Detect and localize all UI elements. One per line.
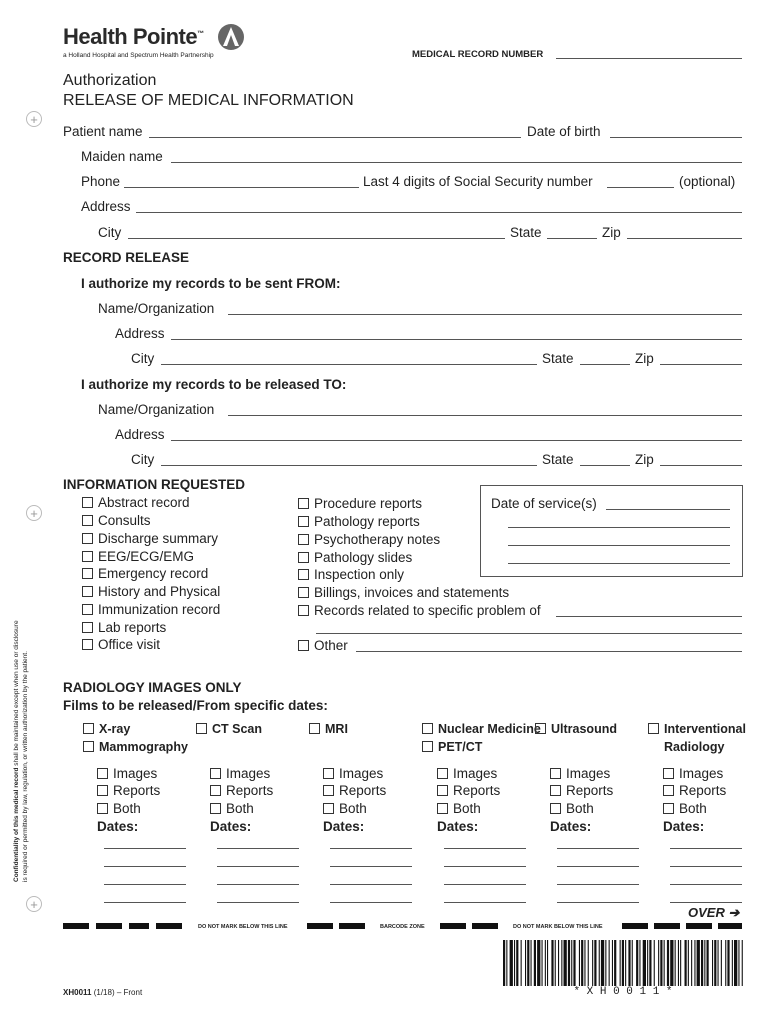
radiology-option[interactable]: Images <box>210 766 270 781</box>
other-field[interactable] <box>356 651 742 652</box>
dates-label: Dates: <box>323 819 365 834</box>
dates-label: Dates: <box>437 819 479 834</box>
date-field[interactable] <box>557 902 639 903</box>
radiology-option[interactable]: Images <box>437 766 497 781</box>
barcode-bar <box>675 940 676 986</box>
barcode-text: * X H 0 0 1 1 * <box>573 986 673 998</box>
radiology-option[interactable]: Reports <box>323 783 386 798</box>
checkbox[interactable] <box>82 586 93 597</box>
barcode-bar <box>685 940 687 986</box>
checkbox[interactable] <box>298 534 309 545</box>
radiology-option[interactable]: Images <box>97 766 157 781</box>
barcode-bar <box>614 940 616 986</box>
checkbox[interactable] <box>648 723 659 734</box>
radiology-option[interactable]: Both <box>550 801 594 816</box>
title-authorization: Authorization <box>63 72 157 89</box>
address-label: Address <box>81 199 131 214</box>
checkbox[interactable] <box>83 741 94 752</box>
barcode-bar <box>588 940 589 986</box>
to-city-field[interactable] <box>161 465 537 466</box>
date-field[interactable] <box>104 866 186 867</box>
radiology-option[interactable]: Both <box>663 801 707 816</box>
checkbox[interactable] <box>550 785 561 796</box>
phone-label: Phone <box>81 174 121 189</box>
barcode-bar <box>694 940 695 986</box>
barcode-bar <box>592 940 593 986</box>
from-address-label: Address <box>115 326 165 341</box>
barcode-bar <box>612 940 613 986</box>
barcode-bar <box>573 940 575 986</box>
barcode-bar <box>561 940 562 986</box>
barcode-bar <box>534 940 536 986</box>
checkbox[interactable] <box>210 768 221 779</box>
checkbox[interactable] <box>97 768 108 779</box>
checkbox[interactable] <box>298 552 309 563</box>
radiology-option[interactable]: Both <box>323 801 367 816</box>
radiology-subheading: Films to be released/From specific dates: <box>63 698 328 713</box>
no-mark-label: DO NOT MARK BELOW THIS LINE <box>198 924 288 930</box>
registration-mark: + <box>26 111 42 127</box>
radiology-type-line2: Radiology <box>664 740 725 754</box>
date-field[interactable] <box>330 884 412 885</box>
radiology-option[interactable]: Both <box>97 801 141 816</box>
checkbox[interactable] <box>82 604 93 615</box>
checkbox[interactable] <box>97 785 108 796</box>
barcode-bar <box>521 940 522 986</box>
mrn-label: MEDICAL RECORD NUMBER <box>412 49 544 60</box>
footer-bar <box>440 923 466 929</box>
footer-bar <box>686 923 712 929</box>
from-zip-label: Zip <box>635 351 654 366</box>
barcode-bar <box>680 940 681 986</box>
logo <box>63 24 204 50</box>
checkbox-item[interactable]: Office visit <box>82 637 160 652</box>
checkbox[interactable] <box>437 785 448 796</box>
confidentiality-note <box>12 582 36 882</box>
checkbox[interactable] <box>82 639 93 650</box>
date-field[interactable] <box>330 866 412 867</box>
date-field[interactable] <box>217 902 299 903</box>
to-state-label: State <box>542 452 574 467</box>
radiology-option[interactable]: Reports <box>97 783 160 798</box>
checkbox[interactable] <box>82 533 93 544</box>
date-of-service-field[interactable] <box>508 545 730 546</box>
barcode-bar <box>636 940 638 986</box>
barcode-bar <box>601 940 604 986</box>
barcode-bar <box>639 940 640 986</box>
radiology-option[interactable]: Images <box>550 766 610 781</box>
from-city-field[interactable] <box>161 364 537 365</box>
checkbox-item[interactable]: Pathology reports <box>298 514 420 529</box>
barcode-bar <box>643 940 646 986</box>
barcode-bar <box>664 940 665 986</box>
checkbox[interactable] <box>82 568 93 579</box>
barcode-bar <box>506 940 507 986</box>
checkbox-item[interactable]: Billings, invoices and statements <box>298 585 509 600</box>
radiology-option[interactable]: Both <box>210 801 254 816</box>
checkbox[interactable] <box>309 723 320 734</box>
from-state-field[interactable] <box>580 364 630 365</box>
barcode-bar <box>516 940 518 986</box>
checkbox[interactable] <box>535 723 546 734</box>
barcode-bar <box>584 940 585 986</box>
barcode-bar <box>697 940 700 986</box>
barcode-bar <box>547 940 548 986</box>
barcode-bar <box>609 940 610 986</box>
checkbox[interactable] <box>97 803 108 814</box>
radiology-type[interactable]: Mammography <box>83 740 188 754</box>
radiology-option[interactable]: Reports <box>663 783 726 798</box>
no-mark-label: DO NOT MARK BELOW THIS LINE <box>513 924 603 930</box>
patient-name-label: Patient name <box>63 124 143 139</box>
checkbox[interactable] <box>298 516 309 527</box>
date-field[interactable] <box>330 848 412 849</box>
footer-bar <box>622 923 648 929</box>
barcode-bar <box>620 940 621 986</box>
registration-mark: + <box>26 896 42 912</box>
barcode <box>503 940 743 986</box>
barcode-bar <box>622 940 624 986</box>
barcode-bar <box>625 940 626 986</box>
ssn-optional: (optional) <box>679 174 736 189</box>
checkbox-item[interactable]: Other <box>298 638 348 653</box>
radiology-option[interactable]: Images <box>663 766 723 781</box>
barcode-bar <box>721 940 722 986</box>
checkbox[interactable] <box>82 622 93 633</box>
barcode-bar <box>734 940 737 986</box>
date-field[interactable] <box>330 902 412 903</box>
date-field[interactable] <box>670 884 742 885</box>
barcode-zone-label: BARCODE ZONE <box>380 924 425 930</box>
confidentiality-rest: shall be maintained except when use or disclosure <box>13 620 20 768</box>
barcode-bar <box>537 940 540 986</box>
phone-field[interactable] <box>124 187 359 188</box>
maiden-name-label: Maiden name <box>81 149 163 164</box>
from-city-label: City <box>131 351 155 366</box>
checkbox[interactable] <box>323 785 334 796</box>
radiology-type[interactable]: CT Scan <box>196 722 262 736</box>
barcode-bar <box>725 940 726 986</box>
checkbox[interactable] <box>663 768 674 779</box>
checkbox-item[interactable]: Immunization record <box>82 602 220 617</box>
footer-bar <box>472 923 498 929</box>
checkbox-item[interactable]: Records related to specific problem of <box>298 603 541 618</box>
radiology-heading: RADIOLOGY IMAGES ONLY <box>63 680 242 695</box>
mrn-field[interactable] <box>556 58 742 59</box>
city-field[interactable] <box>128 238 505 239</box>
logo-tm: ™ <box>197 30 204 38</box>
date-field[interactable] <box>670 866 742 867</box>
patient-name-field[interactable] <box>149 137 521 138</box>
barcode-bar <box>581 940 583 986</box>
to-address-field[interactable] <box>171 440 742 441</box>
dob-label: Date of birth <box>527 124 601 139</box>
record-release-heading: RECORD RELEASE <box>63 250 190 265</box>
barcode-bar <box>542 940 543 986</box>
page-title: RELEASE OF MEDICAL INFORMATION <box>63 92 354 109</box>
from-state-label: State <box>542 351 574 366</box>
to-state-field[interactable] <box>580 465 630 466</box>
date-field[interactable] <box>217 848 299 849</box>
barcode-bar <box>545 940 546 986</box>
state-label: State <box>510 225 542 240</box>
barcode-bar <box>525 940 526 986</box>
checkbox[interactable] <box>298 498 309 509</box>
zip-field[interactable] <box>627 238 742 239</box>
barcode-bar <box>658 940 659 986</box>
radiology-type[interactable]: Ultrasound <box>535 722 617 736</box>
checkbox-item[interactable]: Emergency record <box>82 566 208 581</box>
ssn-label: Last 4 digits of Social Security number <box>363 174 593 189</box>
checkbox[interactable] <box>298 587 309 598</box>
checkbox[interactable] <box>82 515 93 526</box>
checkbox-item[interactable]: Psychotherapy notes <box>298 532 440 547</box>
to-zip-field[interactable] <box>660 465 742 466</box>
dates-label: Dates: <box>550 819 592 834</box>
checkbox[interactable] <box>82 551 93 562</box>
footer-bar <box>63 923 89 929</box>
date-field[interactable] <box>557 848 639 849</box>
date-field[interactable] <box>557 866 639 867</box>
maiden-name-field[interactable] <box>171 162 742 163</box>
barcode-bar <box>667 940 669 986</box>
radiology-type[interactable]: Nuclear Medicine <box>422 722 541 736</box>
checkbox[interactable] <box>82 497 93 508</box>
barcode-bar <box>605 940 606 986</box>
checkbox[interactable] <box>83 723 94 734</box>
date-of-service-field[interactable] <box>508 563 730 564</box>
footer-bar <box>718 923 742 929</box>
barcode-bar <box>742 940 743 986</box>
checkbox[interactable] <box>210 785 221 796</box>
state-field[interactable] <box>547 238 597 239</box>
to-org-label: Name/Organization <box>98 402 215 417</box>
barcode-bar <box>579 940 580 986</box>
checkbox-item[interactable]: EEG/ECG/EMG <box>82 549 194 564</box>
footer-bar <box>307 923 333 929</box>
ssn-field[interactable] <box>607 187 674 188</box>
to-address-label: Address <box>115 427 165 442</box>
to-zip-label: Zip <box>635 452 654 467</box>
date-field[interactable] <box>104 848 186 849</box>
date-field[interactable] <box>104 884 186 885</box>
barcode-bar <box>558 940 559 986</box>
checkbox[interactable] <box>422 723 433 734</box>
from-heading: I authorize my records to be sent FROM: <box>81 276 341 291</box>
zip-label: Zip <box>602 225 621 240</box>
barcode-bar <box>568 940 570 986</box>
from-zip-field[interactable] <box>660 364 742 365</box>
radiology-type[interactable]: MRI <box>309 722 348 736</box>
checkbox-item[interactable]: Procedure reports <box>298 496 422 511</box>
checkbox-item[interactable]: Lab reports <box>82 620 166 635</box>
to-heading: I authorize my records to be released TO: <box>81 377 347 392</box>
from-org-field[interactable] <box>228 314 742 315</box>
barcode-bar <box>691 940 692 986</box>
barcode-bar <box>718 940 719 986</box>
date-field[interactable] <box>444 884 526 885</box>
barcode-bar <box>514 940 515 986</box>
footer-bar <box>129 923 149 929</box>
checkbox-item[interactable]: Consults <box>82 513 151 528</box>
specific-problem-field-2[interactable] <box>316 633 742 634</box>
radiology-option[interactable]: Both <box>437 801 481 816</box>
date-field[interactable] <box>557 884 639 885</box>
info-requested-heading: INFORMATION REQUESTED <box>63 477 245 492</box>
barcode-bar <box>599 940 600 986</box>
footer-bar <box>339 923 365 929</box>
over-label: OVER ➔ <box>688 905 740 920</box>
barcode-bar <box>594 940 596 986</box>
checkbox-item[interactable]: Pathology slides <box>298 550 412 565</box>
address-field[interactable] <box>136 212 742 213</box>
radiology-option[interactable]: Images <box>323 766 383 781</box>
to-city-label: City <box>131 452 155 467</box>
partnership-text: a Holland Hospital and Spectrum Health Partnership <box>63 52 214 59</box>
checkbox-item[interactable]: History and Physical <box>82 584 220 599</box>
radiology-type[interactable]: Interventional <box>648 722 746 736</box>
checkbox[interactable] <box>437 803 448 814</box>
barcode-bar <box>727 940 729 986</box>
dob-field[interactable] <box>610 137 742 138</box>
barcode-bar <box>551 940 553 986</box>
footer-bar <box>654 923 680 929</box>
barcode-bar <box>678 940 679 986</box>
barcode-bar <box>732 940 733 986</box>
city-label: City <box>98 225 122 240</box>
barcode-bar <box>531 940 532 986</box>
radiology-type[interactable]: X-ray <box>83 722 130 736</box>
confidentiality-bold: Confidentiality of this medical record <box>13 767 20 882</box>
checkbox[interactable] <box>210 803 221 814</box>
barcode-bar <box>670 940 673 986</box>
barcode-bar <box>649 940 651 986</box>
checkbox[interactable] <box>298 605 309 616</box>
radiology-option[interactable]: Reports <box>437 783 500 798</box>
barcode-bar <box>738 940 739 986</box>
radiology-option[interactable]: Reports <box>210 783 273 798</box>
footer-bar <box>156 923 182 929</box>
barcode-bar <box>510 940 513 986</box>
barcode-bar <box>688 940 689 986</box>
checkbox[interactable] <box>422 741 433 752</box>
barcode-bar <box>704 940 705 986</box>
barcode-bar <box>660 940 662 986</box>
checkbox[interactable] <box>323 803 334 814</box>
checkbox[interactable] <box>663 803 674 814</box>
checkbox-item[interactable]: Abstract record <box>82 495 190 510</box>
barcode-bar <box>527 940 529 986</box>
checkbox[interactable] <box>298 569 309 580</box>
dates-label: Dates: <box>663 819 705 834</box>
date-of-service-field[interactable] <box>606 509 730 510</box>
date-of-service-label: Date of service(s) <box>491 496 597 511</box>
checkbox[interactable] <box>298 640 309 651</box>
barcode-bar <box>628 940 630 986</box>
barcode-bar <box>654 940 655 986</box>
barcode-bar <box>712 940 713 986</box>
date-field[interactable] <box>444 902 526 903</box>
specific-problem-field[interactable] <box>556 616 742 617</box>
date-field[interactable] <box>670 902 742 903</box>
barcode-bar <box>503 940 505 986</box>
from-org-label: Name/Organization <box>98 301 215 316</box>
date-field[interactable] <box>444 866 526 867</box>
checkbox-item[interactable]: Discharge summary <box>82 531 218 546</box>
barcode-bar <box>647 940 648 986</box>
form-id: XH0011 (1/18) – Front <box>63 988 143 997</box>
checkbox[interactable] <box>663 785 674 796</box>
to-org-field[interactable] <box>228 415 742 416</box>
barcode-bar <box>707 940 709 986</box>
date-field[interactable] <box>444 848 526 849</box>
from-address-field[interactable] <box>171 339 742 340</box>
confidentiality-line2: is required or permitted by law, regulation, or written authorization by the patient. <box>22 651 29 882</box>
barcode-bar <box>701 940 703 986</box>
logo-text: Health Pointe <box>63 24 198 49</box>
checkbox[interactable] <box>550 768 561 779</box>
barcode-bar <box>714 940 716 986</box>
date-field[interactable] <box>217 884 299 885</box>
date-field[interactable] <box>217 866 299 867</box>
logo-icon <box>216 22 246 52</box>
dates-label: Dates: <box>97 819 139 834</box>
checkbox[interactable] <box>196 723 207 734</box>
registration-mark: + <box>26 505 42 521</box>
dates-label: Dates: <box>210 819 252 834</box>
radiology-type[interactable]: PET/CT <box>422 740 482 754</box>
date-field[interactable] <box>670 848 742 849</box>
radiology-option[interactable]: Reports <box>550 783 613 798</box>
checkbox-item[interactable]: Inspection only <box>298 567 404 582</box>
checkbox[interactable] <box>437 768 448 779</box>
date-of-service-field[interactable] <box>508 527 730 528</box>
barcode-bar <box>571 940 572 986</box>
footer-bar <box>96 923 122 929</box>
checkbox[interactable] <box>323 768 334 779</box>
date-field[interactable] <box>104 902 186 903</box>
barcode-bar <box>564 940 567 986</box>
checkbox[interactable] <box>550 803 561 814</box>
barcode-bar <box>632 940 633 986</box>
barcode-bar <box>555 940 556 986</box>
